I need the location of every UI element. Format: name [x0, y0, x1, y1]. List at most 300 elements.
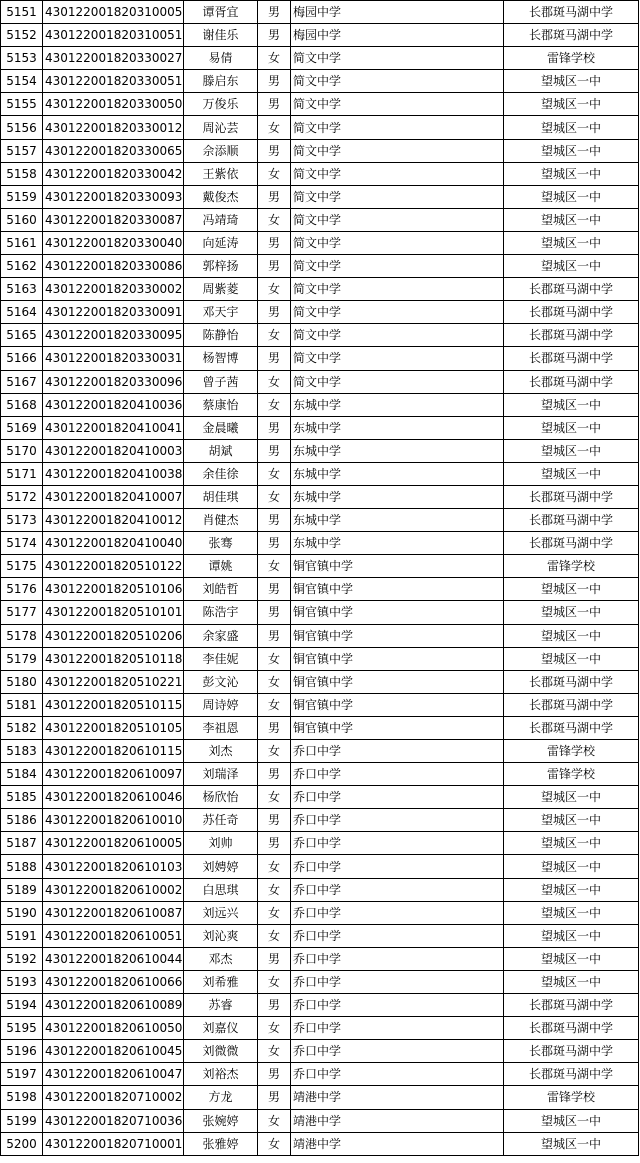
admitted-school-cell: 望城区一中 [504, 185, 639, 208]
origin-school-cell: 铜官镇中学 [291, 578, 504, 601]
origin-school-cell: 靖港中学 [291, 1132, 504, 1155]
admitted-school-cell: 长郡斑马湖中学 [504, 670, 639, 693]
origin-school-cell: 梅园中学 [291, 24, 504, 47]
table-row [1, 47, 639, 70]
serial-number-cell: 5181 [1, 693, 43, 716]
table-row [1, 832, 639, 855]
student-name-cell: 方龙 [184, 1086, 258, 1109]
table-row [1, 647, 639, 670]
student-name-cell: 刘皓哲 [184, 578, 258, 601]
origin-school-cell: 乔口中学 [291, 970, 504, 993]
admitted-school-cell: 望城区一中 [504, 786, 639, 809]
admitted-school-cell: 长郡斑马湖中学 [504, 301, 639, 324]
admitted-school-cell: 望城区一中 [504, 970, 639, 993]
exam-id-cell: 430122001820510118 [43, 647, 184, 670]
serial-number-cell: 5197 [1, 1063, 43, 1086]
table-row [1, 1086, 639, 1109]
origin-school-cell: 乔口中学 [291, 878, 504, 901]
student-name-cell: 刘嘉仪 [184, 1017, 258, 1040]
origin-school-cell: 铜官镇中学 [291, 624, 504, 647]
origin-school-cell: 乔口中学 [291, 947, 504, 970]
table-row [1, 924, 639, 947]
gender-cell: 男 [258, 1063, 291, 1086]
serial-number-cell: 5178 [1, 624, 43, 647]
admitted-school-cell: 望城区一中 [504, 901, 639, 924]
gender-cell: 男 [258, 185, 291, 208]
exam-id-cell: 430122001820610044 [43, 947, 184, 970]
serial-number-cell: 5185 [1, 786, 43, 809]
admitted-school-cell: 望城区一中 [504, 1132, 639, 1155]
gender-cell: 女 [258, 924, 291, 947]
serial-number-cell: 5155 [1, 93, 43, 116]
gender-cell: 女 [258, 1040, 291, 1063]
serial-number-cell: 5158 [1, 162, 43, 185]
serial-number-cell: 5198 [1, 1086, 43, 1109]
table-row [1, 278, 639, 301]
table-row [1, 162, 639, 185]
gender-cell: 女 [258, 116, 291, 139]
student-name-cell: 滕启东 [184, 70, 258, 93]
admitted-school-cell: 长郡斑马湖中学 [504, 994, 639, 1017]
student-name-cell: 刘帅 [184, 832, 258, 855]
student-name-cell: 刘远兴 [184, 901, 258, 924]
admitted-school-cell: 望城区一中 [504, 162, 639, 185]
table-row [1, 994, 639, 1017]
exam-id-cell: 430122001820610050 [43, 1017, 184, 1040]
table-row [1, 93, 639, 116]
table-row [1, 1109, 639, 1132]
admitted-school-cell: 望城区一中 [504, 70, 639, 93]
gender-cell: 女 [258, 393, 291, 416]
table-row [1, 1132, 639, 1155]
exam-id-cell: 430122001820330095 [43, 324, 184, 347]
origin-school-cell: 乔口中学 [291, 1063, 504, 1086]
admitted-school-cell: 长郡斑马湖中学 [504, 1040, 639, 1063]
student-name-cell: 郭梓扬 [184, 255, 258, 278]
table-row [1, 763, 639, 786]
exam-id-cell: 430122001820610089 [43, 994, 184, 1017]
admitted-school-cell: 雷锋学校 [504, 47, 639, 70]
gender-cell: 女 [258, 485, 291, 508]
admitted-school-cell: 望城区一中 [504, 924, 639, 947]
admitted-school-cell: 长郡斑马湖中学 [504, 1, 639, 24]
serial-number-cell: 5200 [1, 1132, 43, 1155]
serial-number-cell: 5152 [1, 24, 43, 47]
origin-school-cell: 简文中学 [291, 185, 504, 208]
table-row [1, 624, 639, 647]
exam-id-cell: 430122001820330050 [43, 93, 184, 116]
exam-id-cell: 430122001820410003 [43, 439, 184, 462]
serial-number-cell: 5169 [1, 416, 43, 439]
admitted-school-cell: 望城区一中 [504, 578, 639, 601]
serial-number-cell: 5180 [1, 670, 43, 693]
serial-number-cell: 5154 [1, 70, 43, 93]
admitted-school-cell: 望城区一中 [504, 255, 639, 278]
admitted-school-cell: 长郡斑马湖中学 [504, 485, 639, 508]
gender-cell: 男 [258, 24, 291, 47]
student-name-cell: 陈浩宇 [184, 601, 258, 624]
table-row [1, 324, 639, 347]
exam-id-cell: 430122001820410040 [43, 532, 184, 555]
serial-number-cell: 5190 [1, 901, 43, 924]
origin-school-cell: 东城中学 [291, 485, 504, 508]
admitted-school-cell: 望城区一中 [504, 1109, 639, 1132]
serial-number-cell: 5171 [1, 462, 43, 485]
gender-cell: 男 [258, 809, 291, 832]
exam-id-cell: 430122001820410038 [43, 462, 184, 485]
serial-number-cell: 5196 [1, 1040, 43, 1063]
student-name-cell: 杨智博 [184, 347, 258, 370]
student-name-cell: 冯靖琦 [184, 208, 258, 231]
table-row [1, 416, 639, 439]
gender-cell: 男 [258, 139, 291, 162]
serial-number-cell: 5164 [1, 301, 43, 324]
table-row [1, 208, 639, 231]
exam-id-cell: 430122001820510105 [43, 716, 184, 739]
exam-id-cell: 430122001820310005 [43, 1, 184, 24]
student-name-cell: 张雅婷 [184, 1132, 258, 1155]
origin-school-cell: 简文中学 [291, 139, 504, 162]
origin-school-cell: 乔口中学 [291, 763, 504, 786]
table-row [1, 693, 639, 716]
exam-id-cell: 430122001820610005 [43, 832, 184, 855]
exam-id-cell: 430122001820330031 [43, 347, 184, 370]
gender-cell: 男 [258, 255, 291, 278]
serial-number-cell: 5182 [1, 716, 43, 739]
origin-school-cell: 东城中学 [291, 509, 504, 532]
origin-school-cell: 简文中学 [291, 47, 504, 70]
student-name-cell: 王紫依 [184, 162, 258, 185]
serial-number-cell: 5191 [1, 924, 43, 947]
admitted-school-cell: 雷锋学校 [504, 1086, 639, 1109]
admitted-school-cell: 望城区一中 [504, 393, 639, 416]
table-row [1, 1040, 639, 1063]
serial-number-cell: 5183 [1, 740, 43, 763]
gender-cell: 女 [258, 901, 291, 924]
gender-cell: 女 [258, 740, 291, 763]
gender-cell: 女 [258, 462, 291, 485]
serial-number-cell: 5161 [1, 231, 43, 254]
student-name-cell: 刘裕杰 [184, 1063, 258, 1086]
exam-id-cell: 430122001820510115 [43, 693, 184, 716]
exam-id-cell: 430122001820410036 [43, 393, 184, 416]
serial-number-cell: 5160 [1, 208, 43, 231]
exam-id-cell: 430122001820410012 [43, 509, 184, 532]
origin-school-cell: 简文中学 [291, 93, 504, 116]
table-row [1, 370, 639, 393]
origin-school-cell: 乔口中学 [291, 994, 504, 1017]
exam-id-cell: 430122001820610047 [43, 1063, 184, 1086]
table-row [1, 185, 639, 208]
serial-number-cell: 5151 [1, 1, 43, 24]
exam-id-cell: 430122001820610010 [43, 809, 184, 832]
student-name-cell: 苏睿 [184, 994, 258, 1017]
student-name-cell: 刘杰 [184, 740, 258, 763]
exam-id-cell: 430122001820330093 [43, 185, 184, 208]
gender-cell: 女 [258, 670, 291, 693]
gender-cell: 男 [258, 1086, 291, 1109]
serial-number-cell: 5193 [1, 970, 43, 993]
origin-school-cell: 简文中学 [291, 116, 504, 139]
serial-number-cell: 5199 [1, 1109, 43, 1132]
table-row [1, 347, 639, 370]
table-row [1, 462, 639, 485]
admitted-school-cell: 望城区一中 [504, 208, 639, 231]
student-name-cell: 周诗婷 [184, 693, 258, 716]
student-name-cell: 易倩 [184, 47, 258, 70]
admitted-school-cell: 长郡斑马湖中学 [504, 370, 639, 393]
origin-school-cell: 简文中学 [291, 208, 504, 231]
origin-school-cell: 乔口中学 [291, 786, 504, 809]
admitted-school-cell: 望城区一中 [504, 116, 639, 139]
admitted-school-cell: 雷锋学校 [504, 555, 639, 578]
gender-cell: 男 [258, 994, 291, 1017]
exam-id-cell: 430122001820310051 [43, 24, 184, 47]
student-name-cell: 邓天宇 [184, 301, 258, 324]
gender-cell: 男 [258, 1, 291, 24]
gender-cell: 女 [258, 278, 291, 301]
student-name-cell: 蔡康怡 [184, 393, 258, 416]
table-row [1, 740, 639, 763]
serial-number-cell: 5192 [1, 947, 43, 970]
exam-id-cell: 430122001820330012 [43, 116, 184, 139]
origin-school-cell: 东城中学 [291, 532, 504, 555]
table-row [1, 393, 639, 416]
exam-id-cell: 430122001820410041 [43, 416, 184, 439]
serial-number-cell: 5156 [1, 116, 43, 139]
table-row [1, 509, 639, 532]
table-row [1, 139, 639, 162]
admitted-school-cell: 望城区一中 [504, 601, 639, 624]
serial-number-cell: 5163 [1, 278, 43, 301]
table-row [1, 809, 639, 832]
origin-school-cell: 铜官镇中学 [291, 647, 504, 670]
gender-cell: 女 [258, 208, 291, 231]
admitted-school-cell: 长郡斑马湖中学 [504, 509, 639, 532]
exam-id-cell: 430122001820330086 [43, 255, 184, 278]
origin-school-cell: 简文中学 [291, 255, 504, 278]
gender-cell: 女 [258, 1132, 291, 1155]
table-row [1, 1017, 639, 1040]
admitted-school-cell: 雷锋学校 [504, 740, 639, 763]
student-name-cell: 曾子茜 [184, 370, 258, 393]
gender-cell: 女 [258, 555, 291, 578]
serial-number-cell: 5170 [1, 439, 43, 462]
admitted-school-cell: 望城区一中 [504, 231, 639, 254]
student-name-cell: 肖健杰 [184, 509, 258, 532]
student-name-cell: 谢佳乐 [184, 24, 258, 47]
serial-number-cell: 5165 [1, 324, 43, 347]
gender-cell: 男 [258, 93, 291, 116]
student-name-cell: 邓杰 [184, 947, 258, 970]
gender-cell: 男 [258, 301, 291, 324]
serial-number-cell: 5166 [1, 347, 43, 370]
exam-id-cell: 430122001820610103 [43, 855, 184, 878]
table-row [1, 601, 639, 624]
student-name-cell: 彭文沁 [184, 670, 258, 693]
exam-id-cell: 430122001820610002 [43, 878, 184, 901]
serial-number-cell: 5184 [1, 763, 43, 786]
serial-number-cell: 5157 [1, 139, 43, 162]
origin-school-cell: 乔口中学 [291, 832, 504, 855]
gender-cell: 女 [258, 47, 291, 70]
gender-cell: 女 [258, 1017, 291, 1040]
origin-school-cell: 乔口中学 [291, 1040, 504, 1063]
origin-school-cell: 乔口中学 [291, 809, 504, 832]
serial-number-cell: 5189 [1, 878, 43, 901]
origin-school-cell: 乔口中学 [291, 855, 504, 878]
gender-cell: 男 [258, 716, 291, 739]
exam-id-cell: 430122001820330042 [43, 162, 184, 185]
admitted-school-cell: 长郡斑马湖中学 [504, 1063, 639, 1086]
table-row [1, 855, 639, 878]
admitted-school-cell: 望城区一中 [504, 624, 639, 647]
student-name-cell: 李祖恩 [184, 716, 258, 739]
admitted-school-cell: 长郡斑马湖中学 [504, 347, 639, 370]
origin-school-cell: 乔口中学 [291, 740, 504, 763]
student-name-cell: 白思琪 [184, 878, 258, 901]
exam-id-cell: 430122001820610115 [43, 740, 184, 763]
table-row [1, 116, 639, 139]
exam-id-cell: 430122001820330065 [43, 139, 184, 162]
admitted-school-cell: 望城区一中 [504, 878, 639, 901]
origin-school-cell: 乔口中学 [291, 924, 504, 947]
exam-id-cell: 430122001820330087 [43, 208, 184, 231]
origin-school-cell: 铜官镇中学 [291, 693, 504, 716]
serial-number-cell: 5173 [1, 509, 43, 532]
admitted-school-cell: 长郡斑马湖中学 [504, 24, 639, 47]
admitted-school-cell: 望城区一中 [504, 416, 639, 439]
gender-cell: 男 [258, 70, 291, 93]
table-row [1, 1, 639, 24]
admitted-school-cell: 长郡斑马湖中学 [504, 532, 639, 555]
student-name-cell: 谭姚 [184, 555, 258, 578]
gender-cell: 女 [258, 878, 291, 901]
table-row [1, 947, 639, 970]
gender-cell: 男 [258, 578, 291, 601]
origin-school-cell: 简文中学 [291, 324, 504, 347]
admitted-school-cell: 望城区一中 [504, 855, 639, 878]
table-row [1, 716, 639, 739]
exam-id-cell: 430122001820510221 [43, 670, 184, 693]
gender-cell: 男 [258, 347, 291, 370]
student-name-cell: 周沁芸 [184, 116, 258, 139]
exam-id-cell: 430122001820410007 [43, 485, 184, 508]
origin-school-cell: 东城中学 [291, 416, 504, 439]
gender-cell: 男 [258, 763, 291, 786]
serial-number-cell: 5174 [1, 532, 43, 555]
origin-school-cell: 铜官镇中学 [291, 716, 504, 739]
gender-cell: 女 [258, 786, 291, 809]
table-row [1, 439, 639, 462]
admitted-school-cell: 望城区一中 [504, 139, 639, 162]
exam-id-cell: 430122001820610051 [43, 924, 184, 947]
table-row [1, 255, 639, 278]
student-name-cell: 陈静怡 [184, 324, 258, 347]
admitted-school-cell: 长郡斑马湖中学 [504, 1017, 639, 1040]
student-name-cell: 刘娉婷 [184, 855, 258, 878]
exam-id-cell: 430122001820510122 [43, 555, 184, 578]
serial-number-cell: 5179 [1, 647, 43, 670]
exam-id-cell: 430122001820510206 [43, 624, 184, 647]
table-row [1, 670, 639, 693]
student-name-cell: 向延涛 [184, 231, 258, 254]
student-name-cell: 万俊乐 [184, 93, 258, 116]
origin-school-cell: 靖港中学 [291, 1109, 504, 1132]
student-name-cell: 谭胥宜 [184, 1, 258, 24]
admitted-school-cell: 长郡斑马湖中学 [504, 278, 639, 301]
student-name-cell: 刘希雅 [184, 970, 258, 993]
student-name-cell: 张骞 [184, 532, 258, 555]
serial-number-cell: 5172 [1, 485, 43, 508]
serial-number-cell: 5159 [1, 185, 43, 208]
gender-cell: 女 [258, 1109, 291, 1132]
student-name-cell: 周紫菱 [184, 278, 258, 301]
origin-school-cell: 乔口中学 [291, 901, 504, 924]
origin-school-cell: 简文中学 [291, 370, 504, 393]
origin-school-cell: 简文中学 [291, 231, 504, 254]
gender-cell: 女 [258, 693, 291, 716]
roster-body [1, 1, 639, 1156]
gender-cell: 男 [258, 601, 291, 624]
student-name-cell: 金晨曦 [184, 416, 258, 439]
gender-cell: 女 [258, 324, 291, 347]
student-name-cell: 胡斌 [184, 439, 258, 462]
origin-school-cell: 简文中学 [291, 70, 504, 93]
exam-id-cell: 430122001820610046 [43, 786, 184, 809]
exam-id-cell: 430122001820610045 [43, 1040, 184, 1063]
serial-number-cell: 5194 [1, 994, 43, 1017]
admitted-school-cell: 望城区一中 [504, 832, 639, 855]
student-name-cell: 余家盛 [184, 624, 258, 647]
exam-id-cell: 430122001820330027 [43, 47, 184, 70]
admitted-school-cell: 望城区一中 [504, 947, 639, 970]
student-name-cell: 张婉婷 [184, 1109, 258, 1132]
exam-id-cell: 430122001820610087 [43, 901, 184, 924]
serial-number-cell: 5168 [1, 393, 43, 416]
table-row [1, 231, 639, 254]
exam-id-cell: 430122001820710001 [43, 1132, 184, 1155]
exam-id-cell: 430122001820510106 [43, 578, 184, 601]
gender-cell: 女 [258, 162, 291, 185]
gender-cell: 女 [258, 855, 291, 878]
admitted-school-cell: 望城区一中 [504, 809, 639, 832]
serial-number-cell: 5167 [1, 370, 43, 393]
table-row [1, 578, 639, 601]
serial-number-cell: 5187 [1, 832, 43, 855]
table-row [1, 70, 639, 93]
gender-cell: 男 [258, 947, 291, 970]
serial-number-cell: 5176 [1, 578, 43, 601]
exam-id-cell: 430122001820330051 [43, 70, 184, 93]
table-row [1, 970, 639, 993]
admitted-school-cell: 望城区一中 [504, 93, 639, 116]
gender-cell: 女 [258, 970, 291, 993]
gender-cell: 女 [258, 647, 291, 670]
origin-school-cell: 简文中学 [291, 278, 504, 301]
origin-school-cell: 乔口中学 [291, 1017, 504, 1040]
gender-cell: 男 [258, 532, 291, 555]
serial-number-cell: 5175 [1, 555, 43, 578]
serial-number-cell: 5177 [1, 601, 43, 624]
origin-school-cell: 东城中学 [291, 393, 504, 416]
table-row [1, 555, 639, 578]
origin-school-cell: 铜官镇中学 [291, 670, 504, 693]
serial-number-cell: 5162 [1, 255, 43, 278]
student-name-cell: 刘微微 [184, 1040, 258, 1063]
exam-id-cell: 430122001820610066 [43, 970, 184, 993]
exam-id-cell: 430122001820330002 [43, 278, 184, 301]
